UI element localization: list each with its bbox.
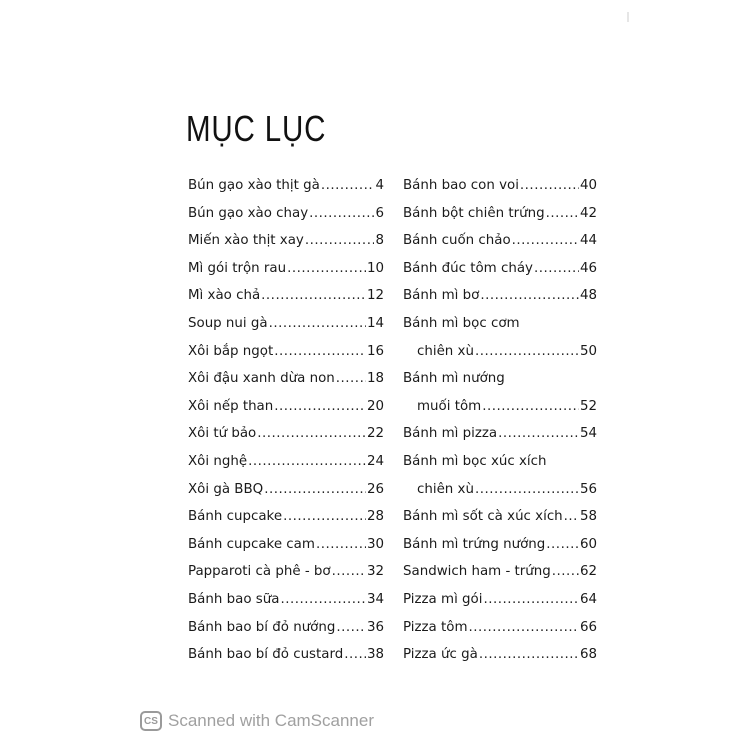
dot-leader: [534, 259, 579, 279]
toc-entry: [188, 535, 384, 563]
dot-leader: [552, 562, 579, 582]
toc-entry-title: chiên xù: [417, 481, 474, 497]
toc-entry: [188, 618, 384, 646]
toc-entry: [403, 645, 597, 673]
watermark-text: Scanned with CamScanner: [168, 711, 375, 730]
toc-page-number: 60: [579, 536, 597, 552]
toc-page-number: 32: [366, 564, 384, 580]
toc-entry: [188, 397, 384, 425]
dot-leader: [564, 507, 579, 527]
toc-entry: [188, 259, 384, 287]
dot-leader: [332, 562, 366, 582]
toc-page-number: 64: [579, 591, 597, 607]
toc-entry: [403, 204, 597, 232]
toc-entry: [188, 424, 384, 452]
toc-page-number: 56: [579, 481, 597, 497]
toc-entry: [188, 452, 384, 480]
toc-entry-title: Bánh mì bơ: [403, 288, 480, 304]
toc-page-number: 14: [366, 315, 384, 331]
toc-left-column: [188, 176, 384, 673]
toc-entry: [403, 397, 597, 425]
dot-leader: [321, 176, 375, 196]
dot-leader: [264, 480, 366, 500]
toc-page-number: 34: [366, 591, 384, 607]
toc-entry: [403, 314, 597, 342]
toc-entry-title: Xôi gà BBQ: [188, 481, 264, 497]
toc-page-number: 8: [375, 233, 384, 249]
toc-page-number: 16: [366, 343, 384, 359]
toc-right-column: [403, 176, 597, 673]
toc-page-number: 12: [366, 288, 384, 304]
toc-entry-title: Bánh cupcake cam: [188, 536, 315, 552]
toc-entry-title: Bánh cuốn chảo: [403, 233, 511, 249]
toc-page-number: 66: [579, 619, 597, 635]
toc-entry: [403, 176, 597, 204]
dot-leader: [498, 424, 579, 444]
dot-leader: [483, 590, 578, 610]
toc-entry-title: Soup nui gà: [188, 315, 268, 331]
dot-leader: [475, 342, 579, 362]
page-title: MỤC LỤC: [186, 108, 327, 149]
dot-leader: [248, 452, 366, 472]
toc-entry: [403, 342, 597, 370]
dot-leader: [274, 397, 366, 417]
toc-page-number: 62: [579, 564, 597, 580]
dot-leader: [280, 590, 366, 610]
toc-entry-title: Xôi nếp than: [188, 398, 274, 414]
toc-entry-title: Bún gạo xào chay: [188, 205, 309, 221]
toc-entry-title: Sandwich ham - trứng: [403, 564, 551, 580]
toc-entry-title: Mì gói trộn rau: [188, 260, 287, 276]
toc-page-number: 20: [366, 398, 384, 414]
dot-leader: [316, 535, 366, 555]
toc-page-number: 6: [375, 205, 384, 221]
toc-page-number: 28: [366, 509, 384, 525]
toc-entry-title: Xôi bắp ngọt: [188, 343, 274, 359]
toc-entry-title: Bánh bột chiên trứng: [403, 205, 545, 221]
toc-page-number: 36: [366, 619, 384, 635]
toc-entry-title: Pizza mì gói: [403, 591, 483, 607]
toc-entry-title: Bánh bao bí đỏ nướng: [188, 619, 336, 635]
toc-page-number: 18: [366, 371, 384, 387]
dot-leader: [336, 369, 366, 389]
toc-page-number: 4: [375, 178, 384, 193]
toc-page-number: 40: [579, 178, 597, 193]
scanner-watermark: [140, 711, 374, 731]
dot-leader: [336, 618, 366, 638]
toc-entry-title: Bánh bao con voi: [403, 178, 519, 193]
toc-entry-title: Bánh mì nướng: [403, 371, 505, 387]
dot-leader: [269, 314, 366, 334]
toc-page-number: 42: [579, 205, 597, 221]
toc-entry-title: Bánh mì bọc xúc xích: [403, 453, 547, 469]
toc-entry: [188, 286, 384, 314]
toc-page-number: 68: [579, 647, 597, 663]
dot-leader: [309, 204, 374, 224]
toc-page-number: 52: [579, 398, 597, 414]
toc-entry-title: Pizza ức gà: [403, 647, 478, 663]
dot-leader: [305, 231, 375, 251]
toc-page-number: 48: [579, 288, 597, 304]
toc-entry-title: Bánh cupcake: [188, 509, 283, 525]
toc-page-number: 50: [579, 343, 597, 359]
toc-entry: [188, 645, 384, 673]
toc-page-number: 58: [579, 509, 597, 525]
dot-leader: [546, 535, 579, 555]
toc-entry: [403, 535, 597, 563]
toc-page-number: 44: [579, 233, 597, 249]
toc-entry: [188, 507, 384, 535]
toc-entry: [403, 562, 597, 590]
toc-entry-title: Papparoti cà phê - bơ: [188, 564, 331, 580]
toc-entry: [188, 562, 384, 590]
camscanner-icon: CS: [140, 711, 162, 731]
toc-entry: [403, 286, 597, 314]
toc-entry-title: Xôi nghệ: [188, 453, 248, 469]
dot-leader: [512, 231, 579, 251]
toc-entry: [403, 424, 597, 452]
toc-entry: [403, 231, 597, 259]
toc-entry: [188, 231, 384, 259]
toc-page-number: 22: [366, 426, 384, 442]
toc-entry-title: muối tôm: [417, 398, 482, 414]
dot-leader: [261, 286, 366, 306]
toc-page-number: 38: [366, 647, 384, 663]
dot-leader: [475, 480, 579, 500]
toc-entry-title: Pizza tôm: [403, 619, 468, 635]
toc-page-number: 46: [579, 260, 597, 276]
toc-entry-title: Bánh bao sữa: [188, 591, 280, 607]
toc-entry-title: Bánh mì bọc cơm: [403, 315, 520, 331]
toc-entry-title: Bún gạo xào thịt gà: [188, 178, 320, 193]
toc-entry: [403, 507, 597, 535]
toc-page-number: 30: [366, 536, 384, 552]
toc-entry-title: Bánh mì trứng nướng: [403, 536, 546, 552]
dot-leader: [283, 507, 366, 527]
toc-entry: [403, 618, 597, 646]
dot-leader: [482, 397, 579, 417]
dot-leader: [479, 645, 579, 665]
toc-entry: [188, 176, 384, 204]
toc-entry-title: Miến xào thịt xay: [188, 233, 304, 249]
dot-leader: [546, 204, 579, 224]
toc-entry: [188, 590, 384, 618]
scan-speck: [627, 12, 629, 22]
toc-entry-title: Bánh mì sốt cà xúc xích: [403, 509, 563, 525]
dot-leader: [469, 618, 579, 638]
toc-entry: [188, 342, 384, 370]
dot-leader: [480, 286, 579, 306]
toc-entry: [188, 369, 384, 397]
toc-entry-title: Mì xào chả: [188, 288, 261, 304]
toc-entry-title: Bánh mì pizza: [403, 426, 498, 442]
toc-page-number: 24: [366, 453, 384, 469]
toc-entry-title: Bánh đúc tôm cháy: [403, 260, 533, 276]
dot-leader: [274, 342, 366, 362]
toc-entry: [403, 259, 597, 287]
dot-leader: [520, 176, 579, 196]
toc-entry-title: Xôi đậu xanh dừa non: [188, 371, 335, 387]
toc-page-number: 54: [579, 426, 597, 442]
toc-page-number: 10: [366, 260, 384, 276]
dot-leader: [287, 259, 366, 279]
toc-entry-title: chiên xù: [417, 343, 474, 359]
toc-entry: [403, 369, 597, 397]
dot-leader: [257, 424, 366, 444]
toc-entry: [188, 480, 384, 508]
toc-entry: [403, 480, 597, 508]
toc-entry-title: Bánh bao bí đỏ custard: [188, 647, 344, 663]
toc-entry-title: Xôi tứ bảo: [188, 426, 257, 442]
toc-entry: [403, 590, 597, 618]
toc-entry: [188, 314, 384, 342]
dot-leader: [344, 645, 366, 665]
toc-page-number: 26: [366, 481, 384, 497]
toc-entry: [403, 452, 597, 480]
toc-entry: [188, 204, 384, 232]
